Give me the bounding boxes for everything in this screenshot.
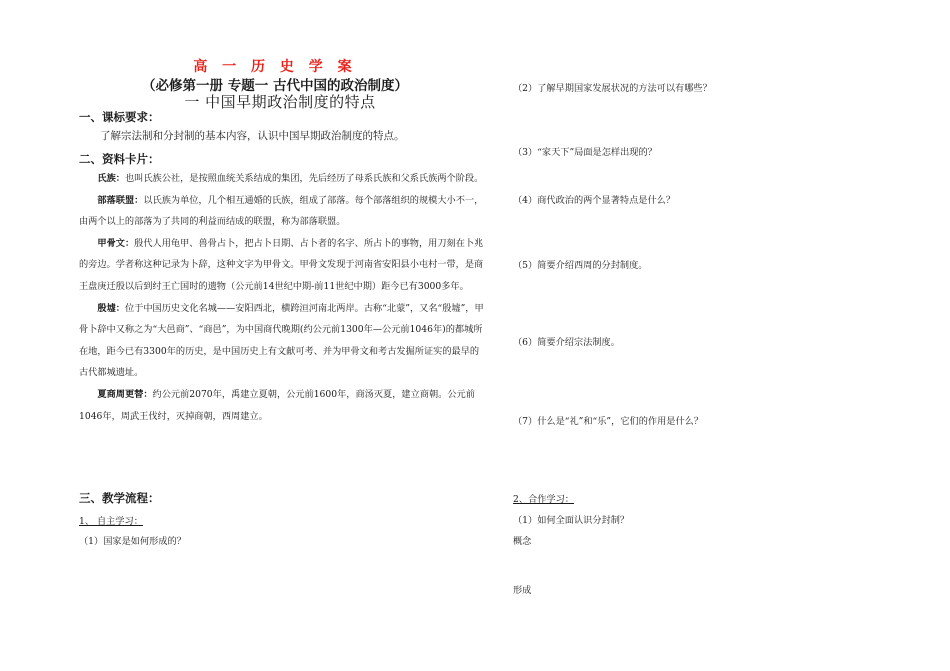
question-1: （1）国家是如何形成的？ <box>79 536 186 547</box>
data-card <box>79 233 484 298</box>
card-text: 也叫氏族公社，是按照血统关系结成的集团，先后经历了母系氏族和父系氏族两个阶段。 <box>124 173 484 184</box>
card-text: 殷代人用龟甲、兽骨占卜，把占卜日期、占卜者的名字、所占卜的事物，用刀刻在卜兆的旁边。学者称这种记录为卜辞，这种文字为甲骨文。甲骨文发现于河南省安阳县小屯村一带，是商王盘庚迁殷以后到纣王亡国时的遗物（公元前14世纪中期-前11世纪中期）距今已有3000多年。 <box>79 237 484 292</box>
data-card-list <box>79 168 484 427</box>
data-card <box>79 384 484 427</box>
card-term: 氏族： <box>97 173 125 184</box>
formation-label: 形成 <box>513 585 532 596</box>
curriculum-text: 了解宗法制和分封制的基本内容，认识中国早期政治制度的特点。 <box>100 130 405 142</box>
section-heading-teaching-flow: 三、教学流程： <box>79 491 160 505</box>
data-card <box>79 190 484 233</box>
data-card <box>79 168 484 190</box>
concept-label: 概念 <box>513 536 532 547</box>
card-term: 夏商周更替： <box>97 388 153 400</box>
card-text: 以氏族为单位，几个相互通婚的氏族，组成了部落。每个部落组织的规模大小不一，由两个以上的部落为了共同的利益而结成的联盟，称为部落联盟。 <box>79 194 484 228</box>
question-4: （4）商代政治的两个显著特点是什么？ <box>513 195 676 206</box>
data-card <box>79 298 484 384</box>
question-6: （6）简要介绍宗法制度。 <box>513 337 620 348</box>
card-text: 约公元前2070年，禹建立夏朝，公元前1600年，商汤灭夏，建立商朝。公元前1046年，周武王伐纣，灭掉商朝，西周建立。 <box>79 388 475 422</box>
question-5: （5）简要介绍西周的分封制度。 <box>513 260 648 271</box>
card-term: 甲骨文： <box>97 237 135 249</box>
question-2: （2）了解早期国家发展状况的方法可以有哪些？ <box>513 83 712 94</box>
section-heading-data-cards: 二、资料卡片： <box>79 152 160 166</box>
card-term: 殷墟： <box>97 302 125 314</box>
coop-question-1: （1）如何全面认识分封制？ <box>513 515 630 526</box>
page-title: 高 一 历 史 学 案 <box>193 59 357 75</box>
topic-title: 一 中国早期政治制度的特点 <box>184 93 376 111</box>
section-heading-curriculum: 一、课标要求： <box>79 110 160 124</box>
card-text: 位于中国历史文化名城——安阳西北，横跨洹河南北两岸。古称“北蒙”，又名“殷墟”，甲骨卜辞中又称之为“大邑商”、“商邑”，为中国商代晚期(约公元前1300年—公元前1046年)的都城所在地，距今已有3300年的历史，是中国历史上有文献可考、并为甲骨文和考古发掘所证实的最早的古代都城遗址。 <box>79 302 484 379</box>
page-subtitle: （必修第一册 专题一 古代中国的政治制度） <box>142 78 408 94</box>
question-3: （3）“家天下”局面是怎样出现的？ <box>513 147 657 158</box>
question-7: （7）什么是“礼”和“乐”，它们的作用是什么？ <box>513 416 704 427</box>
self-study-heading: 1、 自主学习： <box>79 516 143 527</box>
card-term: 部落联盟： <box>97 194 144 206</box>
cooperative-study-heading: 2、合作学习： <box>513 494 574 505</box>
